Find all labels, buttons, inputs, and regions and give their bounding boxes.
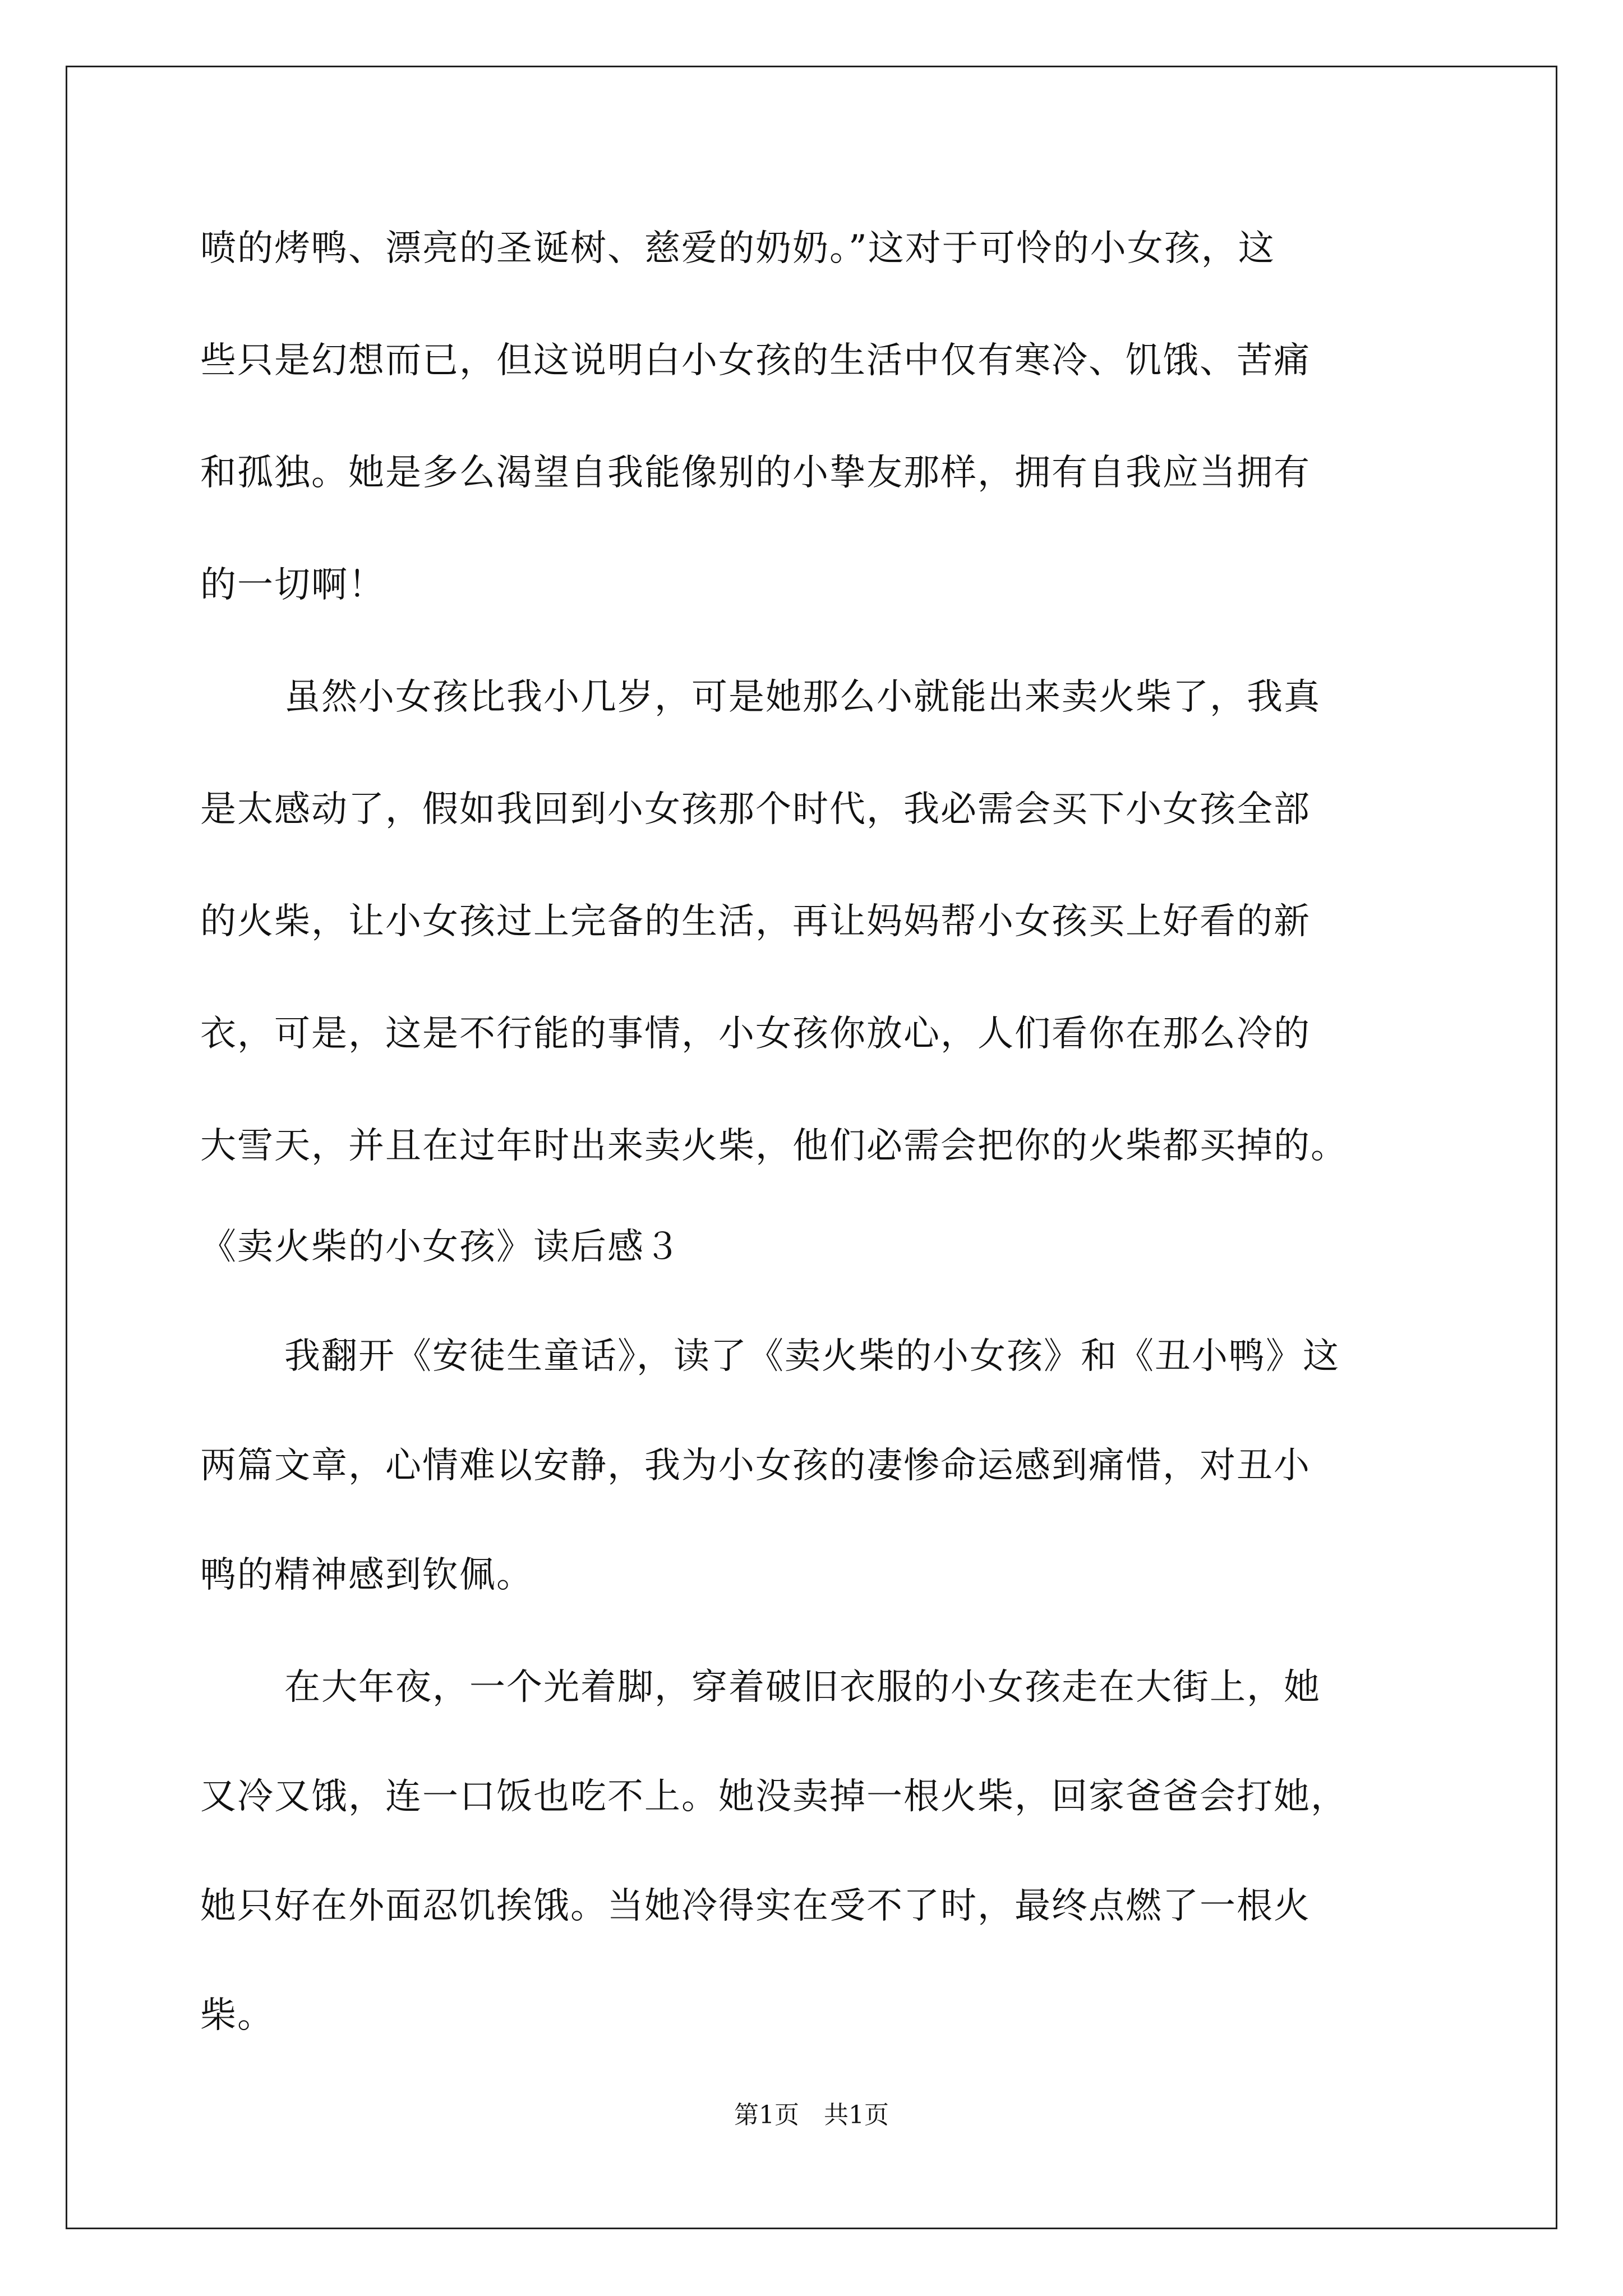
body-line: 是太感动了，假如我回到小女孩那个时代，我必需会买下小女孩全部: [200, 789, 1311, 830]
body-line: 她只好在外面忍饥挨饿。当她冷得实在受不了时，最终点燃了一根火: [200, 1885, 1311, 1927]
body-line: 衣，可是，这是不行能的事情，小女孩你放心，人们看你在那么冷的: [200, 1013, 1311, 1055]
body-line: 些只是幻想而已，但这说明白小女孩的生活中仅有寒冷、饥饿、苦痛: [200, 340, 1311, 381]
body-line: 的火柴，让小女孩过上完备的生活，再让妈妈帮小女孩买上好看的新: [200, 901, 1311, 942]
page-number-footer: 第1页 共1页: [734, 2101, 889, 2129]
paragraph-start-line: 虽然小女孩比我小几岁，可是她那么小就能出来卖火柴了，我真: [284, 677, 1321, 718]
paragraph-start-line: 我翻开《安徒生童话》，读了《卖火柴的小女孩》和《丑小鸭》这: [284, 1336, 1340, 1377]
body-line: 两篇文章，心情难以安静，我为小女孩的凄惨命运感到痛惜，对丑小: [200, 1445, 1311, 1487]
body-line: 的一切啊！: [200, 564, 385, 606]
body-line: 和孤独。她是多么渴望自我能像别的小挚友那样，拥有自我应当拥有: [200, 452, 1311, 494]
body-line: 又冷又饿，连一口饭也吃不上。她没卖掉一根火柴，回家爸爸会打她，: [200, 1776, 1348, 1818]
body-line: 柴。: [200, 1995, 274, 2036]
body-line: 鸭的精神感到钦佩。: [200, 1554, 533, 1596]
paragraph-start-line: 在大年夜，一个光着脚，穿着破旧衣服的小女孩走在大街上，她: [284, 1667, 1321, 1708]
body-line: 大雪天，并且在过年时出来卖火柴，他们必需会把你的火柴都买掉的。: [200, 1125, 1348, 1167]
body-line: 喷的烤鸭、漂亮的圣诞树、慈爱的奶奶。”这对于可怜的小女孩，这: [200, 228, 1275, 269]
section-heading: 《卖火柴的小女孩》读后感３: [200, 1226, 681, 1268]
